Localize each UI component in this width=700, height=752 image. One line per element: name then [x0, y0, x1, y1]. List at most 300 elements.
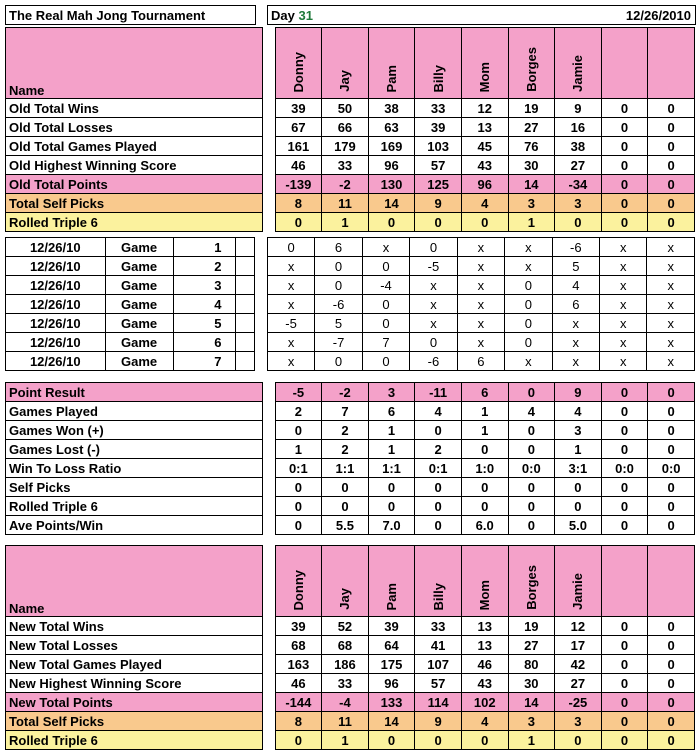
- stat-value: 63: [368, 118, 415, 137]
- stat-value: 175: [368, 655, 415, 674]
- result-value: 7: [322, 402, 369, 421]
- game-score: 6: [552, 295, 599, 314]
- game-score: x: [505, 257, 552, 276]
- result-value: 0: [415, 421, 462, 440]
- result-value: 1: [461, 402, 508, 421]
- result-value: 0: [601, 383, 648, 402]
- games-table: [5, 237, 695, 371]
- game-score: x: [600, 314, 647, 333]
- result-value: 0: [415, 478, 462, 497]
- result-value: 1:1: [368, 459, 415, 478]
- result-value: 0: [322, 497, 369, 516]
- result-label: Self Picks: [6, 478, 263, 497]
- stat-label: Old Total Games Played: [6, 137, 263, 156]
- stat-row: [6, 156, 695, 175]
- stat-value: 39: [415, 118, 462, 137]
- result-value: 1:0: [461, 459, 508, 478]
- game-score: x: [600, 238, 647, 257]
- game-score: x: [600, 257, 647, 276]
- stat-value: 0: [648, 674, 695, 693]
- result-label: Rolled Triple 6: [6, 497, 263, 516]
- stat-value: 46: [275, 156, 322, 175]
- header-row: [6, 546, 695, 617]
- stat-value: 0: [648, 194, 695, 213]
- tournament-title: The Real Mah Jong Tournament: [6, 6, 256, 25]
- stat-value: 14: [508, 175, 555, 194]
- game-score: x: [457, 276, 504, 295]
- game-score: 7: [362, 333, 409, 352]
- result-value: 0:0: [508, 459, 555, 478]
- stat-value: 76: [508, 137, 555, 156]
- stat-value: 0: [648, 99, 695, 118]
- result-value: 9: [555, 383, 602, 402]
- stat-value: 161: [275, 137, 322, 156]
- result-value: 7.0: [368, 516, 415, 535]
- stat-value: 9: [415, 194, 462, 213]
- report-date: 12/26/2010: [625, 7, 691, 23]
- stat-value: 8: [275, 712, 322, 731]
- player-name: Mom: [477, 61, 493, 92]
- player-name: Jamie: [570, 55, 586, 92]
- result-value: 0: [601, 440, 648, 459]
- stat-value: 0: [648, 137, 695, 156]
- stat-value: 13: [461, 636, 508, 655]
- stat-value: 46: [275, 674, 322, 693]
- game-score: x: [647, 257, 695, 276]
- stat-value: 9: [555, 99, 602, 118]
- game-date: 12/26/10: [6, 295, 106, 314]
- game-score: x: [267, 352, 314, 371]
- game-score: -6: [315, 295, 362, 314]
- stat-value: 8: [275, 194, 322, 213]
- stat-value: 9: [415, 712, 462, 731]
- old-stats-table: [5, 27, 695, 232]
- result-value: 0:0: [601, 459, 648, 478]
- stat-value: 0: [601, 213, 648, 232]
- result-value: 0: [508, 383, 555, 402]
- game-blank-cell: [236, 333, 255, 352]
- game-score: x: [552, 352, 599, 371]
- stat-value: 3: [555, 712, 602, 731]
- player-header: [275, 546, 322, 617]
- stat-label: New Total Losses: [6, 636, 263, 655]
- player-header: [508, 546, 555, 617]
- result-value: 0: [275, 421, 322, 440]
- result-label: Games Played: [6, 402, 263, 421]
- stat-value: 39: [275, 617, 322, 636]
- stat-value: 17: [555, 636, 602, 655]
- stat-label: New Highest Winning Score: [6, 674, 263, 693]
- stat-value: 3: [508, 194, 555, 213]
- stat-value: 0: [555, 731, 602, 750]
- result-value: 4: [415, 402, 462, 421]
- stat-value: 0: [601, 137, 648, 156]
- game-blank-cell: [236, 257, 255, 276]
- player-header: [601, 546, 648, 617]
- stat-row: [6, 99, 695, 118]
- stat-row: [6, 118, 695, 137]
- game-score: 0: [505, 295, 552, 314]
- stat-value: 14: [508, 693, 555, 712]
- player-name: Donny: [290, 569, 306, 610]
- result-value: 1: [368, 440, 415, 459]
- result-value: 2: [322, 440, 369, 459]
- game-score: x: [457, 238, 504, 257]
- result-value: 1: [555, 440, 602, 459]
- player-name: Billy: [430, 64, 446, 92]
- stat-value: 38: [368, 99, 415, 118]
- result-value: 3: [368, 383, 415, 402]
- result-value: 1: [461, 421, 508, 440]
- stat-value: 0: [601, 118, 648, 137]
- player-header: [368, 28, 415, 99]
- stat-value: 103: [415, 137, 462, 156]
- stat-value: 39: [275, 99, 322, 118]
- result-value: 0: [461, 478, 508, 497]
- stat-value: 0: [368, 213, 415, 232]
- stat-value: -2: [322, 175, 369, 194]
- game-date: 12/26/10: [6, 314, 106, 333]
- stat-value: 0: [648, 213, 695, 232]
- stat-value: 80: [508, 655, 555, 674]
- game-row: [6, 238, 695, 257]
- result-value: 4: [555, 402, 602, 421]
- game-number: 3: [173, 276, 236, 295]
- result-value: -2: [322, 383, 369, 402]
- stat-value: 27: [508, 636, 555, 655]
- result-row: [6, 421, 695, 440]
- stat-value: 33: [415, 99, 462, 118]
- stat-value: 68: [275, 636, 322, 655]
- game-score: -5: [267, 314, 314, 333]
- game-date: 12/26/10: [6, 333, 106, 352]
- game-score: -7: [315, 333, 362, 352]
- game-score: 0: [315, 257, 362, 276]
- player-name: Borges: [523, 565, 539, 610]
- stat-value: 130: [368, 175, 415, 194]
- result-value: 0: [648, 383, 695, 402]
- result-value: 6: [461, 383, 508, 402]
- game-score: x: [552, 314, 599, 333]
- game-score: x: [647, 295, 695, 314]
- result-value: 0: [648, 516, 695, 535]
- stat-value: 133: [368, 693, 415, 712]
- result-value: -11: [415, 383, 462, 402]
- stat-value: 0: [461, 213, 508, 232]
- stat-value: 66: [322, 118, 369, 137]
- game-label: Game: [105, 238, 173, 257]
- result-row: [6, 459, 695, 478]
- game-score: x: [457, 257, 504, 276]
- stat-row: [6, 194, 695, 213]
- game-label: Game: [105, 352, 173, 371]
- stat-row: [6, 617, 695, 636]
- result-value: 0: [508, 497, 555, 516]
- stat-value: 0: [601, 693, 648, 712]
- stat-row: [6, 213, 695, 232]
- game-score: 0: [505, 314, 552, 333]
- stat-value: 96: [461, 175, 508, 194]
- game-blank-cell: [236, 352, 255, 371]
- player-header: [648, 546, 695, 617]
- stat-value: 186: [322, 655, 369, 674]
- result-value: 0: [508, 478, 555, 497]
- game-date: 12/26/10: [6, 276, 106, 295]
- game-score: 0: [267, 238, 314, 257]
- stat-value: 1: [322, 213, 369, 232]
- stat-value: 19: [508, 617, 555, 636]
- stat-value: 57: [415, 674, 462, 693]
- stat-row: [6, 636, 695, 655]
- player-name: Mom: [477, 579, 493, 610]
- result-value: 5.5: [322, 516, 369, 535]
- stat-value: 27: [508, 118, 555, 137]
- game-blank-cell: [236, 295, 255, 314]
- result-value: 6: [368, 402, 415, 421]
- player-header: [415, 546, 462, 617]
- game-score: 0: [362, 257, 409, 276]
- player-header: [461, 546, 508, 617]
- result-value: 0: [275, 516, 322, 535]
- stat-value: 96: [368, 156, 415, 175]
- stat-value: 0: [648, 712, 695, 731]
- result-value: 6.0: [461, 516, 508, 535]
- game-score: -6: [410, 352, 457, 371]
- stat-value: 107: [415, 655, 462, 674]
- result-value: 0: [508, 421, 555, 440]
- result-value: 4: [508, 402, 555, 421]
- new-stats-table: [5, 545, 695, 750]
- stat-label: Old Total Losses: [6, 118, 263, 137]
- player-header: [648, 28, 695, 99]
- results-table: [5, 382, 695, 535]
- game-score: 0: [410, 333, 457, 352]
- stat-value: 0: [648, 118, 695, 137]
- result-value: 0: [555, 497, 602, 516]
- game-date: 12/26/10: [6, 352, 106, 371]
- stat-label: Rolled Triple 6: [6, 731, 263, 750]
- stat-value: 0: [601, 617, 648, 636]
- game-number: 4: [173, 295, 236, 314]
- stat-value: 16: [555, 118, 602, 137]
- result-label: Games Won (+): [6, 421, 263, 440]
- game-row: [6, 314, 695, 333]
- game-label: Game: [105, 276, 173, 295]
- stat-value: 33: [322, 674, 369, 693]
- result-value: 0: [461, 440, 508, 459]
- stat-value: 0: [601, 175, 648, 194]
- result-label: Ave Points/Win: [6, 516, 263, 535]
- stat-value: 125: [415, 175, 462, 194]
- game-score: -5: [410, 257, 457, 276]
- stat-value: 0: [648, 731, 695, 750]
- result-value: 0:0: [648, 459, 695, 478]
- stat-value: 0: [461, 731, 508, 750]
- stat-value: 33: [415, 617, 462, 636]
- result-value: 3: [555, 421, 602, 440]
- stat-label: Old Total Wins: [6, 99, 263, 118]
- stat-value: 179: [322, 137, 369, 156]
- player-header: [461, 28, 508, 99]
- result-value: 0: [508, 440, 555, 459]
- game-score: x: [600, 295, 647, 314]
- day-value: 31: [298, 7, 313, 23]
- stat-row: [6, 655, 695, 674]
- stat-value: 43: [461, 674, 508, 693]
- game-score: x: [362, 238, 409, 257]
- stat-value: 14: [368, 194, 415, 213]
- stat-value: 163: [275, 655, 322, 674]
- result-value: 2: [415, 440, 462, 459]
- game-score: 0: [505, 276, 552, 295]
- stat-value: 0: [415, 731, 462, 750]
- result-value: 0: [415, 497, 462, 516]
- stat-value: 33: [322, 156, 369, 175]
- result-value: 0: [648, 402, 695, 421]
- game-label: Game: [105, 314, 173, 333]
- player-header: [415, 28, 462, 99]
- stat-value: 64: [368, 636, 415, 655]
- stat-label: Rolled Triple 6: [6, 213, 263, 232]
- result-row: [6, 516, 695, 535]
- game-score: 5: [315, 314, 362, 333]
- stat-value: 0: [648, 617, 695, 636]
- player-name: Pam: [384, 64, 400, 92]
- stat-value: 3: [555, 194, 602, 213]
- game-score: 0: [362, 352, 409, 371]
- result-value: 0: [601, 402, 648, 421]
- result-value: 0:1: [275, 459, 322, 478]
- game-label: Game: [105, 295, 173, 314]
- game-row: [6, 295, 695, 314]
- stat-value: 38: [555, 137, 602, 156]
- stat-value: 14: [368, 712, 415, 731]
- result-value: 1: [275, 440, 322, 459]
- stat-value: 0: [648, 636, 695, 655]
- result-row: [6, 383, 695, 402]
- stat-value: 19: [508, 99, 555, 118]
- stat-value: 0: [601, 712, 648, 731]
- player-header: [555, 28, 602, 99]
- game-blank-cell: [236, 276, 255, 295]
- stat-value: 0: [275, 731, 322, 750]
- player-header: [322, 28, 369, 99]
- player-name: Billy: [430, 582, 446, 610]
- stat-value: 96: [368, 674, 415, 693]
- game-number: 1: [173, 238, 236, 257]
- stat-value: 42: [555, 655, 602, 674]
- stat-value: 57: [415, 156, 462, 175]
- result-value: 0: [648, 440, 695, 459]
- player-name: Jay: [337, 70, 353, 92]
- result-value: 0: [275, 497, 322, 516]
- stat-value: 0: [601, 636, 648, 655]
- stat-value: 4: [461, 194, 508, 213]
- stat-label: New Total Wins: [6, 617, 263, 636]
- game-row: [6, 333, 695, 352]
- game-score: x: [457, 333, 504, 352]
- day-and-date: [268, 6, 696, 25]
- game-score: x: [267, 333, 314, 352]
- stat-value: 30: [508, 156, 555, 175]
- stat-value: 45: [461, 137, 508, 156]
- game-score: x: [647, 352, 695, 371]
- game-score: 5: [552, 257, 599, 276]
- stat-value: 0: [601, 731, 648, 750]
- game-score: x: [600, 276, 647, 295]
- stat-value: 46: [461, 655, 508, 674]
- result-value: 0: [648, 497, 695, 516]
- game-score: 0: [315, 276, 362, 295]
- day-label: Day: [271, 7, 295, 23]
- stat-value: 12: [461, 99, 508, 118]
- stat-label: New Total Games Played: [6, 655, 263, 674]
- game-date: 12/26/10: [6, 238, 106, 257]
- stat-value: 1: [508, 213, 555, 232]
- stat-value: 0: [648, 655, 695, 674]
- stat-row: [6, 712, 695, 731]
- stat-value: 43: [461, 156, 508, 175]
- result-value: 0: [601, 421, 648, 440]
- result-value: 0: [601, 497, 648, 516]
- result-value: 0: [461, 497, 508, 516]
- result-value: 2: [322, 421, 369, 440]
- result-value: 3:1: [555, 459, 602, 478]
- result-value: 0: [508, 516, 555, 535]
- game-score: x: [505, 238, 552, 257]
- result-value: 0: [601, 516, 648, 535]
- game-score: -6: [552, 238, 599, 257]
- game-score: x: [647, 238, 695, 257]
- result-value: 0: [275, 478, 322, 497]
- result-value: 0:1: [415, 459, 462, 478]
- stat-value: 30: [508, 674, 555, 693]
- stat-value: 0: [648, 693, 695, 712]
- result-value: 1: [368, 421, 415, 440]
- result-value: 0: [648, 478, 695, 497]
- header-row: [6, 28, 695, 99]
- stat-value: -4: [322, 693, 369, 712]
- stat-value: 0: [275, 213, 322, 232]
- stat-row: [6, 693, 695, 712]
- stat-value: 11: [322, 194, 369, 213]
- stat-value: 169: [368, 137, 415, 156]
- game-row: [6, 276, 695, 295]
- game-score: x: [647, 333, 695, 352]
- result-value: 2: [275, 402, 322, 421]
- player-name: Borges: [523, 47, 539, 92]
- stat-value: 68: [322, 636, 369, 655]
- result-row: [6, 402, 695, 421]
- stat-value: 3: [508, 712, 555, 731]
- player-header: [508, 28, 555, 99]
- stat-value: -25: [555, 693, 602, 712]
- game-number: 7: [173, 352, 236, 371]
- result-value: -5: [275, 383, 322, 402]
- game-score: 0: [362, 314, 409, 333]
- game-score: 6: [315, 238, 362, 257]
- game-row: [6, 352, 695, 371]
- stat-value: 12: [555, 617, 602, 636]
- stat-value: 41: [415, 636, 462, 655]
- stat-value: 0: [415, 213, 462, 232]
- stat-label: Total Self Picks: [6, 712, 263, 731]
- stat-value: 50: [322, 99, 369, 118]
- stat-value: 11: [322, 712, 369, 731]
- stat-value: 0: [648, 175, 695, 194]
- stat-row: [6, 674, 695, 693]
- game-score: x: [647, 276, 695, 295]
